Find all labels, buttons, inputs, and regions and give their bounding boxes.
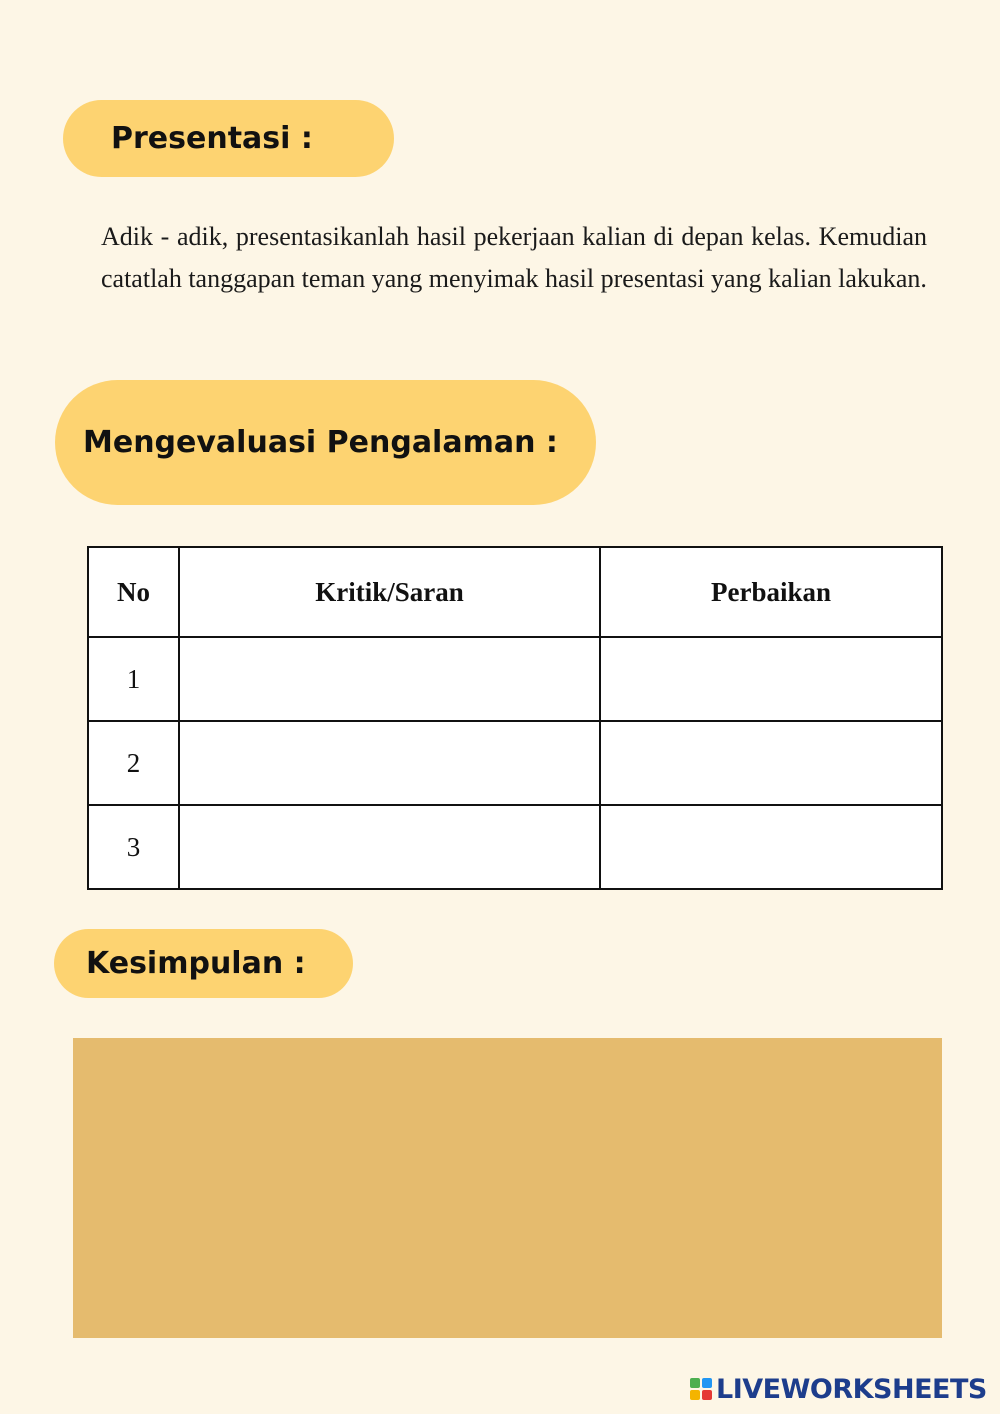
logo-square-icon: [702, 1390, 712, 1400]
header-no: No: [88, 547, 179, 637]
perbaikan-cell[interactable]: [600, 721, 942, 805]
table-row: [88, 721, 942, 805]
kritik-saran-cell[interactable]: [179, 805, 600, 889]
logo-square-icon: [690, 1378, 700, 1388]
row-number: 2: [88, 721, 179, 805]
kritik-saran-cell[interactable]: [179, 721, 600, 805]
liveworksheets-icon: [690, 1378, 712, 1400]
kritik-saran-cell[interactable]: [179, 637, 600, 721]
header-kritik-saran: Kritik/Saran: [179, 547, 600, 637]
kesimpulan-heading: [54, 929, 353, 998]
perbaikan-cell[interactable]: [600, 637, 942, 721]
presentasi-heading: [63, 100, 394, 177]
liveworksheets-logo: [690, 1372, 987, 1406]
mengevaluasi-heading-text: Mengevaluasi Pengalaman :: [83, 425, 558, 460]
logo-square-icon: [702, 1378, 712, 1388]
header-perbaikan: Perbaikan: [600, 547, 942, 637]
liveworksheets-brand-text: LIVEWORKSHEETS: [716, 1373, 987, 1405]
logo-square-icon: [690, 1390, 700, 1400]
perbaikan-cell[interactable]: [600, 805, 942, 889]
presentasi-heading-text: Presentasi :: [111, 121, 313, 156]
evaluation-table: [87, 546, 943, 890]
table-header-row: [88, 547, 942, 637]
row-number: 1: [88, 637, 179, 721]
mengevaluasi-heading: [55, 380, 596, 505]
presentasi-instructions: Adik - adik, presentasikanlah hasil pekerjaan kalian di depan kelas. Kemudian catatlah tanggapan teman yang menyimak hasil presentasi yang kalian lakukan.: [101, 222, 927, 293]
kesimpulan-heading-text: Kesimpulan :: [86, 946, 306, 981]
table-row: [88, 637, 942, 721]
kesimpulan-answer-box[interactable]: [73, 1038, 942, 1338]
row-number: 3: [88, 805, 179, 889]
table-row: [88, 805, 942, 889]
